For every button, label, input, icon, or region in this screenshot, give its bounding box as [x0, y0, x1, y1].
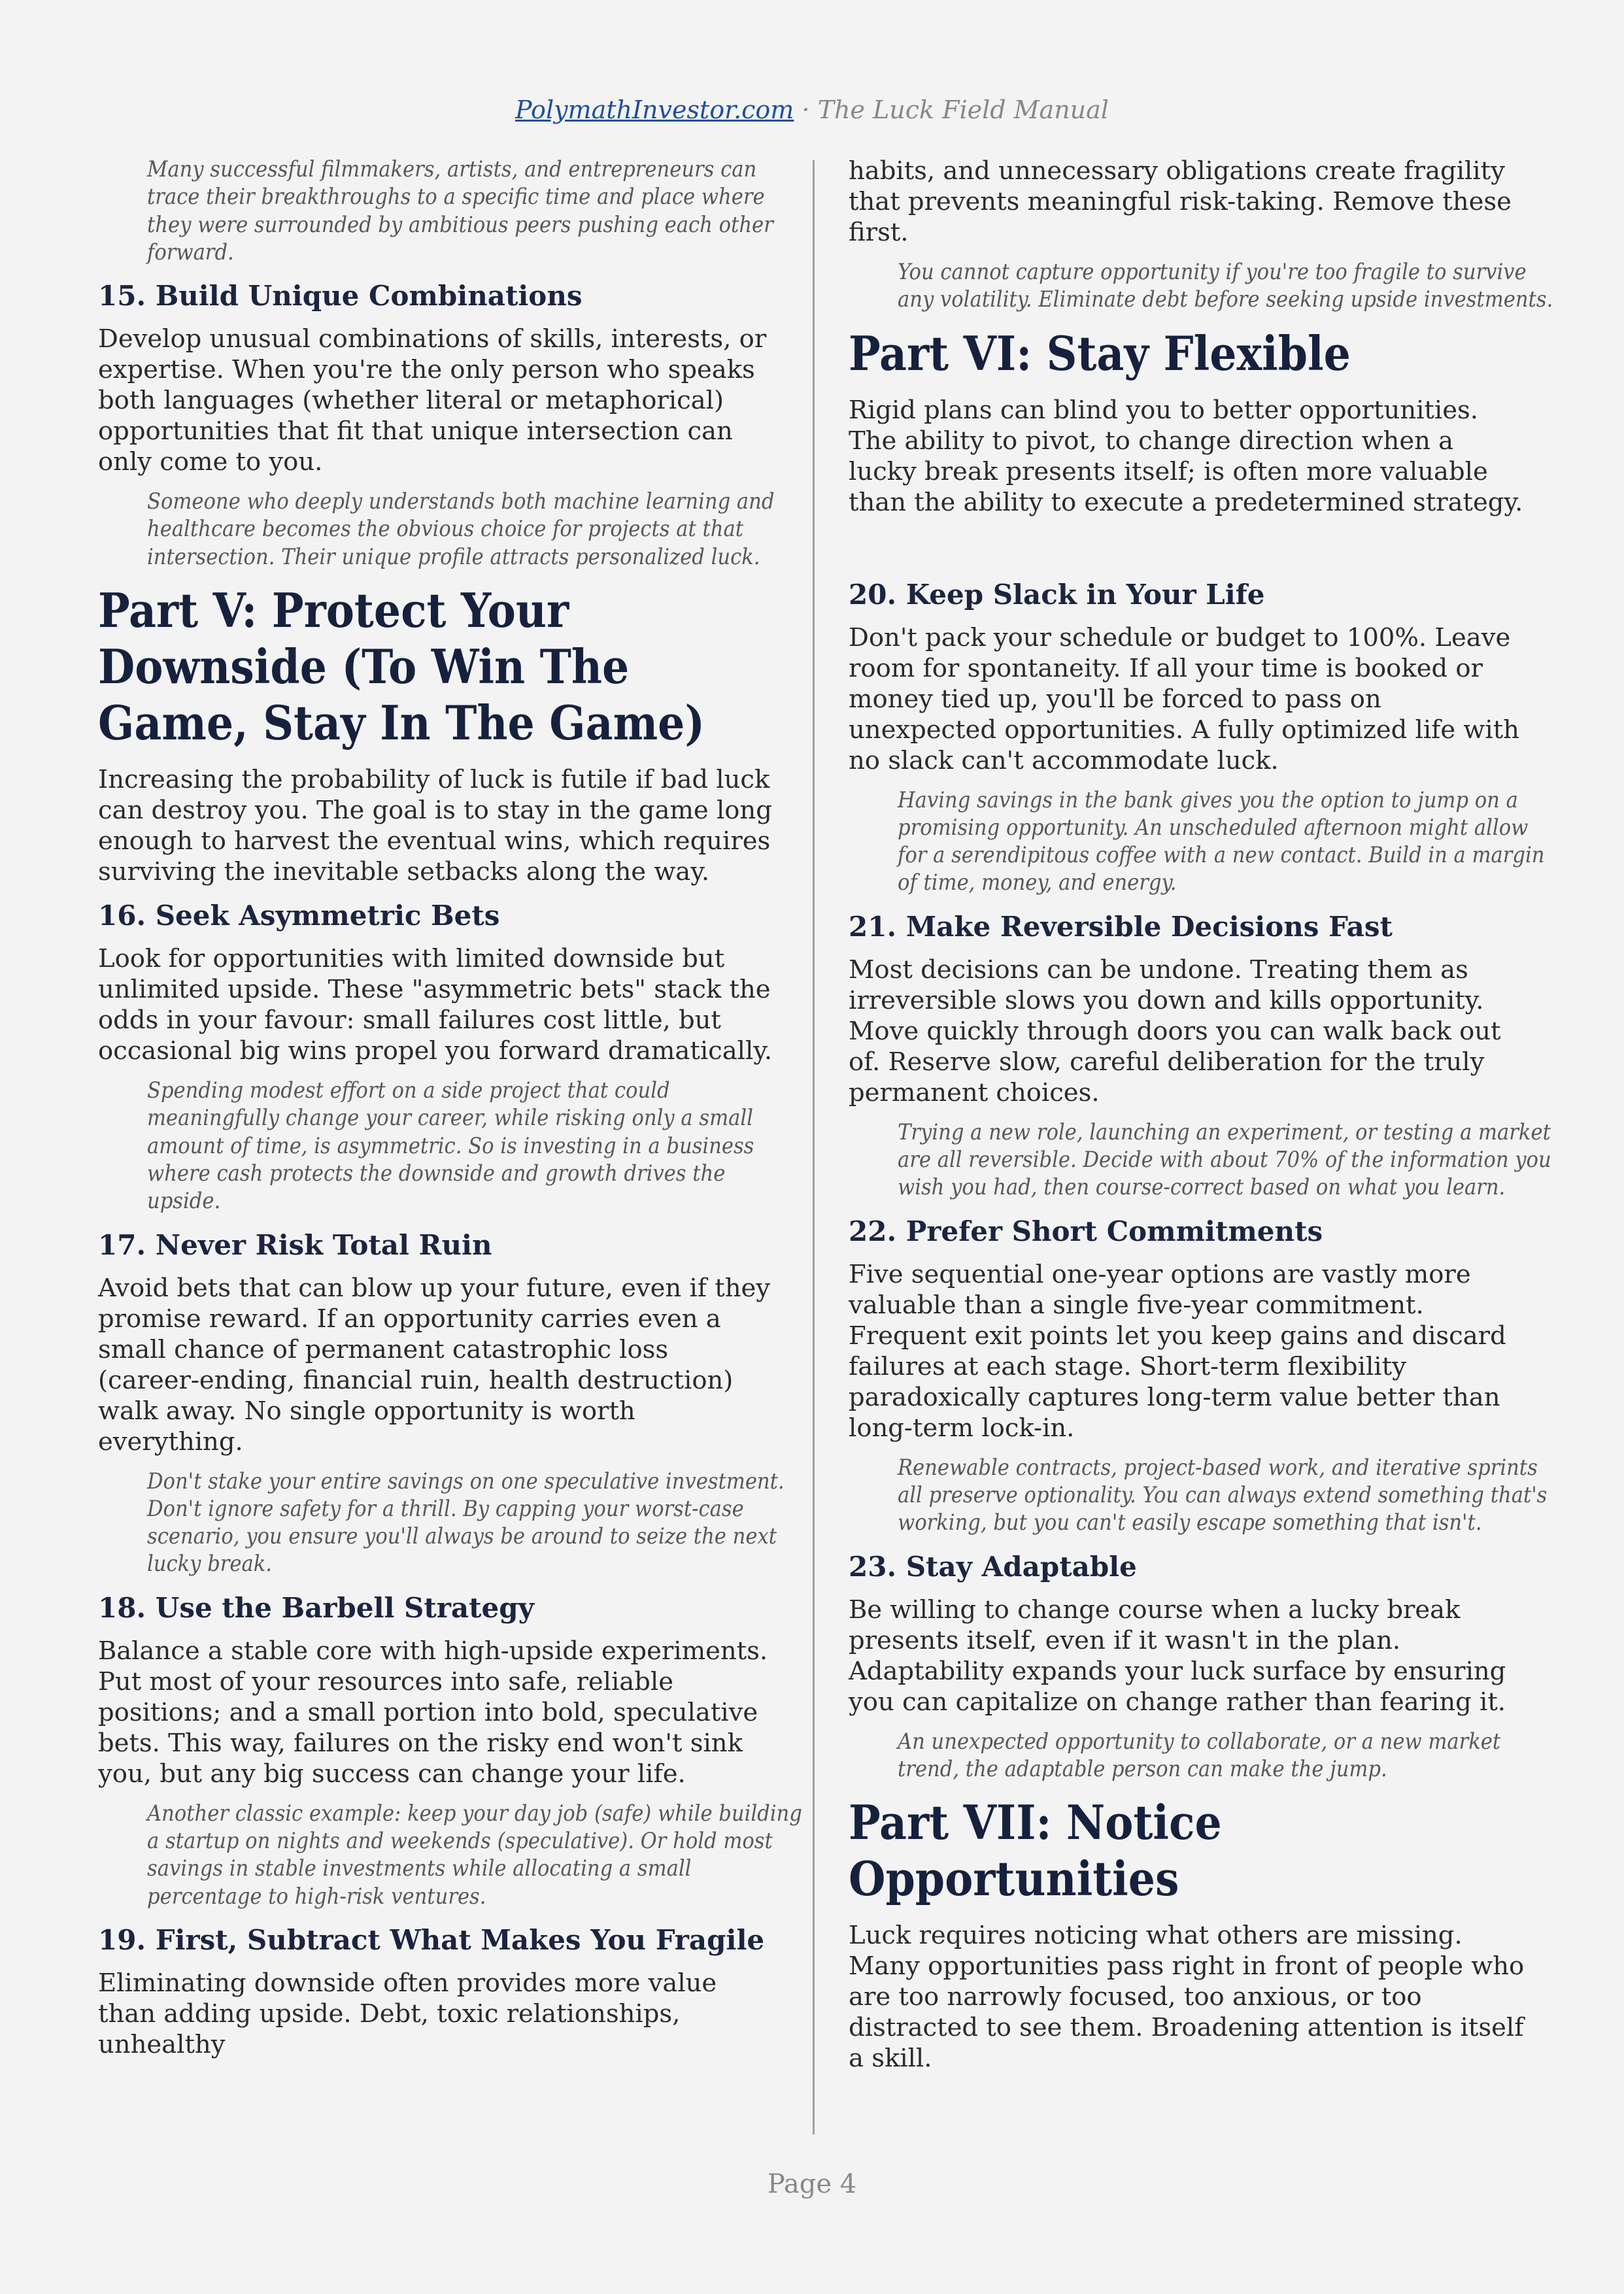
- section-17-body: Avoid bets that can blow up your future, even if they promise reward. If an opportunity carries even a small chance of permanent catastrophic loss (career-ending, financial ruin, health destruction) walk away. No single opportunity is worth everything.: [98, 1273, 771, 1457]
- section-16-example: Spending modest effort on a side project that could meaningfully change your career, while risking only a small amount of time, is asymmetric. So is investing in a business where cash protects the downside and growth drives the upside.: [147, 1077, 754, 1215]
- left-column: [98, 156, 802, 2070]
- section-15-example: Someone who deeply understands both machine learning and healthcare becomes the obvious choice for projects at that intersection. Their unique profile attracts personalized luck.: [147, 488, 775, 570]
- part-6-heading: Part VI: Stay Flexible: [849, 325, 1351, 381]
- section-23-example: An unexpected opportunity to collaborate, or a new market trend, the adaptable person can make the jump.: [898, 1728, 1501, 1782]
- section-15-heading: 15. Build Unique Combinations: [98, 280, 583, 312]
- section-16-body: Look for opportunities with limited downside but unlimited upside. These "asymmetric bets" stack the odds in your favour: small failures cost little, but occasional big wins propel you forward dramatically.: [98, 944, 773, 1066]
- section-21-example: Trying a new role, launching an experiment, or testing a market are all reversible. Decide with about 70% of the information you wish you had, then course-correct based on what you learn.: [898, 1119, 1551, 1201]
- part-6-body: Rigid plans can blind you to better opportunities. The ability to pivot, to change direction when a lucky break presents itself; is often more valuable than the ability to execute a predetermined strategy.: [849, 395, 1523, 517]
- section-22-heading: 22. Prefer Short Commitments: [849, 1215, 1323, 1247]
- part-7-body: Luck requires noticing what others are missing. Many opportunities pass right in front of people who are too narrowly focused, too anxious, or too distracted to see them. Broadening attention is itself a skill.: [849, 1921, 1525, 2074]
- site-link[interactable]: PolymathInvestor.com: [515, 95, 794, 124]
- right-column: [849, 156, 1553, 2084]
- section-17-heading: 17. Never Risk Total Ruin: [98, 1228, 492, 1261]
- section-19-body-end: habits, and unnecessary obligations create fragility that prevents meaningful risk-taking. Remove these first.: [849, 156, 1512, 247]
- page-number: Page 4: [767, 2169, 857, 2199]
- page-header: [0, 95, 1624, 124]
- section-23-heading: 23. Stay Adaptable: [849, 1550, 1137, 1583]
- section-20-body: Don't pack your schedule or budget to 100%. Leave room for spontaneity. If all your time is booked or money tied up, you'll be forced to pass on unexpected opportunities. A fully optimized life with no slack can't accommodate luck.: [849, 622, 1519, 775]
- section-18-body: Balance a stable core with high-upside experiments. Put most of your resources into safe, reliable positions; and a small portion into bold, speculative bets. This way, failures on the risky end won't sink you, but any big success can change your life.: [98, 1636, 768, 1789]
- part-5-heading: Part V: Protect Your Downside (To Win The Game, Stay In The Game): [98, 582, 705, 751]
- section-19-body-start: Eliminating downside often provides more value than adding upside. Debt, toxic relationships, unhealthy: [98, 1968, 717, 2059]
- section-17-example: Don't stake your entire savings on one speculative investment. Don't ignore safety for a thrill. By capping your worst-case scenario, you ensure you'll always be around to seize the next lucky break.: [147, 1468, 785, 1577]
- part-5-body: Increasing the probability of luck is futile if bad luck can destroy you. The goal is to stay in the game long enough to harvest the eventual wins, which requires surviving the inevitable setbacks along the way.: [98, 765, 772, 887]
- section-18-heading: 18. Use the Barbell Strategy: [98, 1591, 535, 1624]
- section-16-heading: 16. Seek Asymmetric Bets: [98, 900, 500, 932]
- section-19-example: You cannot capture opportunity if you're too fragile to survive any volatility. Eliminate debt before seeking upside investments.: [898, 259, 1553, 313]
- column-divider: [813, 160, 815, 2134]
- section-20-heading: 20. Keep Slack in Your Life: [849, 578, 1265, 611]
- section-21-heading: 21. Make Reversible Decisions Fast: [849, 910, 1393, 943]
- section-22-example: Renewable contracts, project-based work, and iterative sprints all preserve optionality. You can always extend something that's working, but you can't easily escape something that isn't.: [898, 1454, 1548, 1536]
- part-7-heading: Part VII: Notice Opportunities: [849, 1795, 1222, 1907]
- section-19-heading: 19. First, Subtract What Makes You Fragile: [98, 1923, 765, 1956]
- section-spacer: [849, 528, 1525, 577]
- section-15-body: Develop unusual combinations of skills, interests, or expertise. When you're the only person who speaks both languages (whether literal or metaphorical) opportunities that fit that unique intersection can only come to you.: [98, 324, 767, 477]
- intro-example: Many successful filmmakers, artists, and entrepreneurs can trace their breakthroughs to a specific time and place where they were surrounded by ambitious peers pushing each other forward.: [147, 156, 773, 265]
- document-title: The Luck Field Manual: [817, 95, 1109, 124]
- header-separator: ·: [794, 95, 818, 124]
- section-21-body: Most decisions can be undone. Treating them as irreversible slows you down and kills opportunity. Move quickly through doors you can walk back out of. Reserve slow, careful deliberation for the truly permanent choices.: [849, 954, 1501, 1107]
- section-20-example: Having savings in the bank gives you the option to jump on a promising opportunity. An unscheduled afternoon might allow for a serendipitous coffee with a new contact. Build in a margin of time, money, and energy.: [898, 786, 1545, 896]
- section-22-body: Five sequential one-year options are vastly more valuable than a single five-year commitment. Frequent exit points let you keep gains and discard failures at each stage. Short-term flexibility paradoxically captures long-term value better than long-term lock-in.: [849, 1259, 1506, 1443]
- section-23-body: Be willing to change course when a lucky break presents itself, even if it wasn't in the plan. Adaptability expands your luck surface by ensuring you can capitalize on change rather than fearing it.: [849, 1594, 1506, 1717]
- section-18-example: Another classic example: keep your day job (safe) while building a startup on nights and weekends (speculative). Or hold most savings in stable investments while allocating a small percentage to high-risk ventures.: [147, 1800, 802, 1910]
